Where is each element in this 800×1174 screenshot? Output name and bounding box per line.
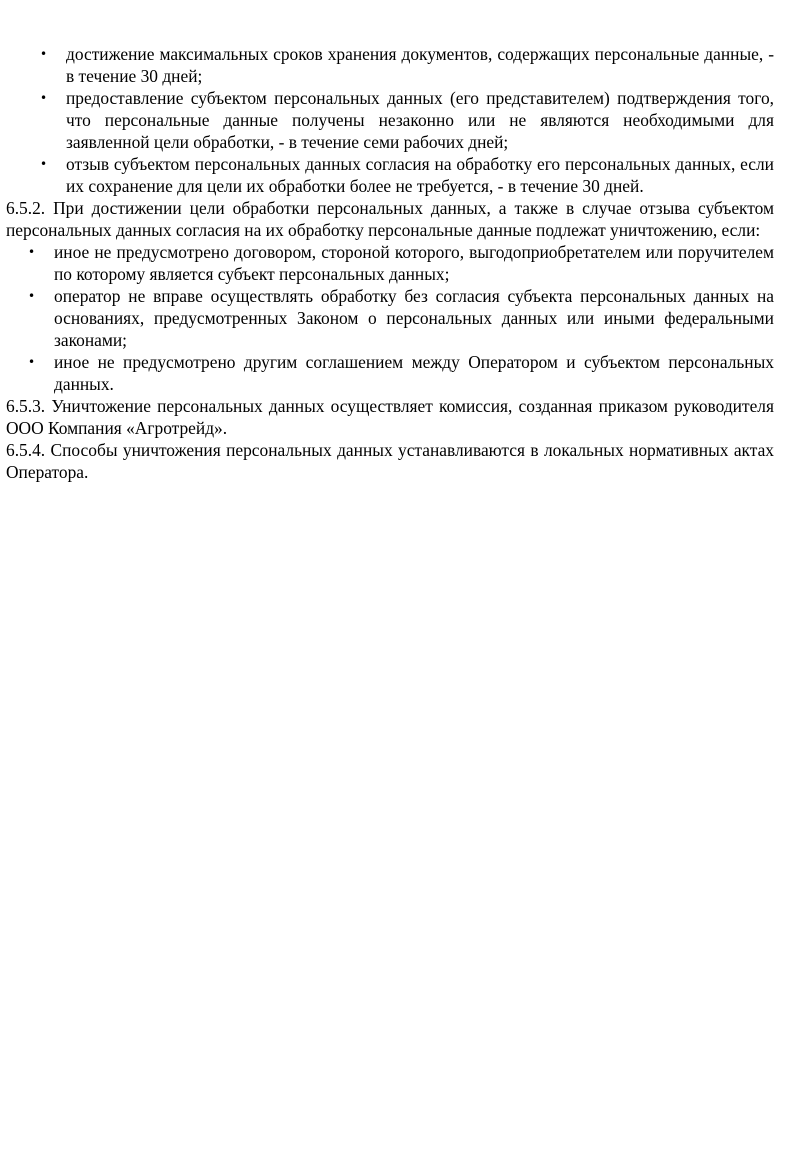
list-item-text: оператор не вправе осуществлять обработку без согласия субъекта персональных данных на основаниях, предусмотренных Законом о персональных данных или иными федеральными законами; (54, 286, 774, 350)
bullet-icon: • (40, 47, 48, 61)
bullet-icon: • (28, 355, 36, 369)
list-item (6, 43, 774, 87)
destruction-conditions-list (6, 241, 774, 395)
list-item-text: предоставление субъектом персональных данных (его представителем) подтверждения того, что персональные данные получены незаконно или не являются необходимыми для заявленной цели обработки, - в течение семи рабочих дней; (66, 88, 774, 152)
list-item-text: иное не предусмотрено договором, стороной которого, выгодоприобретателем или поручителем по которому является субъект персональных данных; (54, 242, 774, 284)
list-item (6, 153, 774, 197)
bullet-icon: • (28, 289, 36, 303)
paragraph-6-5-4: 6.5.4. Способы уничтожения персональных данных устанавливаются в локальных нормативных актах Оператора. (6, 440, 774, 482)
paragraph-6-5-3: 6.5.3. Уничтожение персональных данных осуществляет комиссия, созданная приказом руководителя ООО Компания «Агротрейд». (6, 396, 774, 438)
list-item-text: достижение максимальных сроков хранения документов, содержащих персональные данные, - в течение 30 дней; (66, 44, 774, 86)
list-item-text: отзыв субъектом персональных данных согласия на обработку его персональных данных, если их сохранение для цели их обработки более не требуется, - в течение 30 дней. (66, 154, 774, 196)
list-item (6, 285, 774, 351)
list-item (6, 351, 774, 395)
list-item-text: иное не предусмотрено другим соглашением между Оператором и субъектом персональных данных. (54, 352, 774, 394)
paragraph-6-5-2: 6.5.2. При достижении цели обработки персональных данных, а также в случае отзыва субъектом персональных данных согласия на их обработку персональные данные подлежат уничтожению, если: (6, 198, 774, 240)
list-item (6, 87, 774, 153)
list-item (6, 241, 774, 285)
bullet-icon: • (28, 245, 36, 259)
document-page (6, 43, 774, 483)
retention-list (6, 43, 774, 197)
bullet-icon: • (40, 157, 48, 171)
bullet-icon: • (40, 91, 48, 105)
